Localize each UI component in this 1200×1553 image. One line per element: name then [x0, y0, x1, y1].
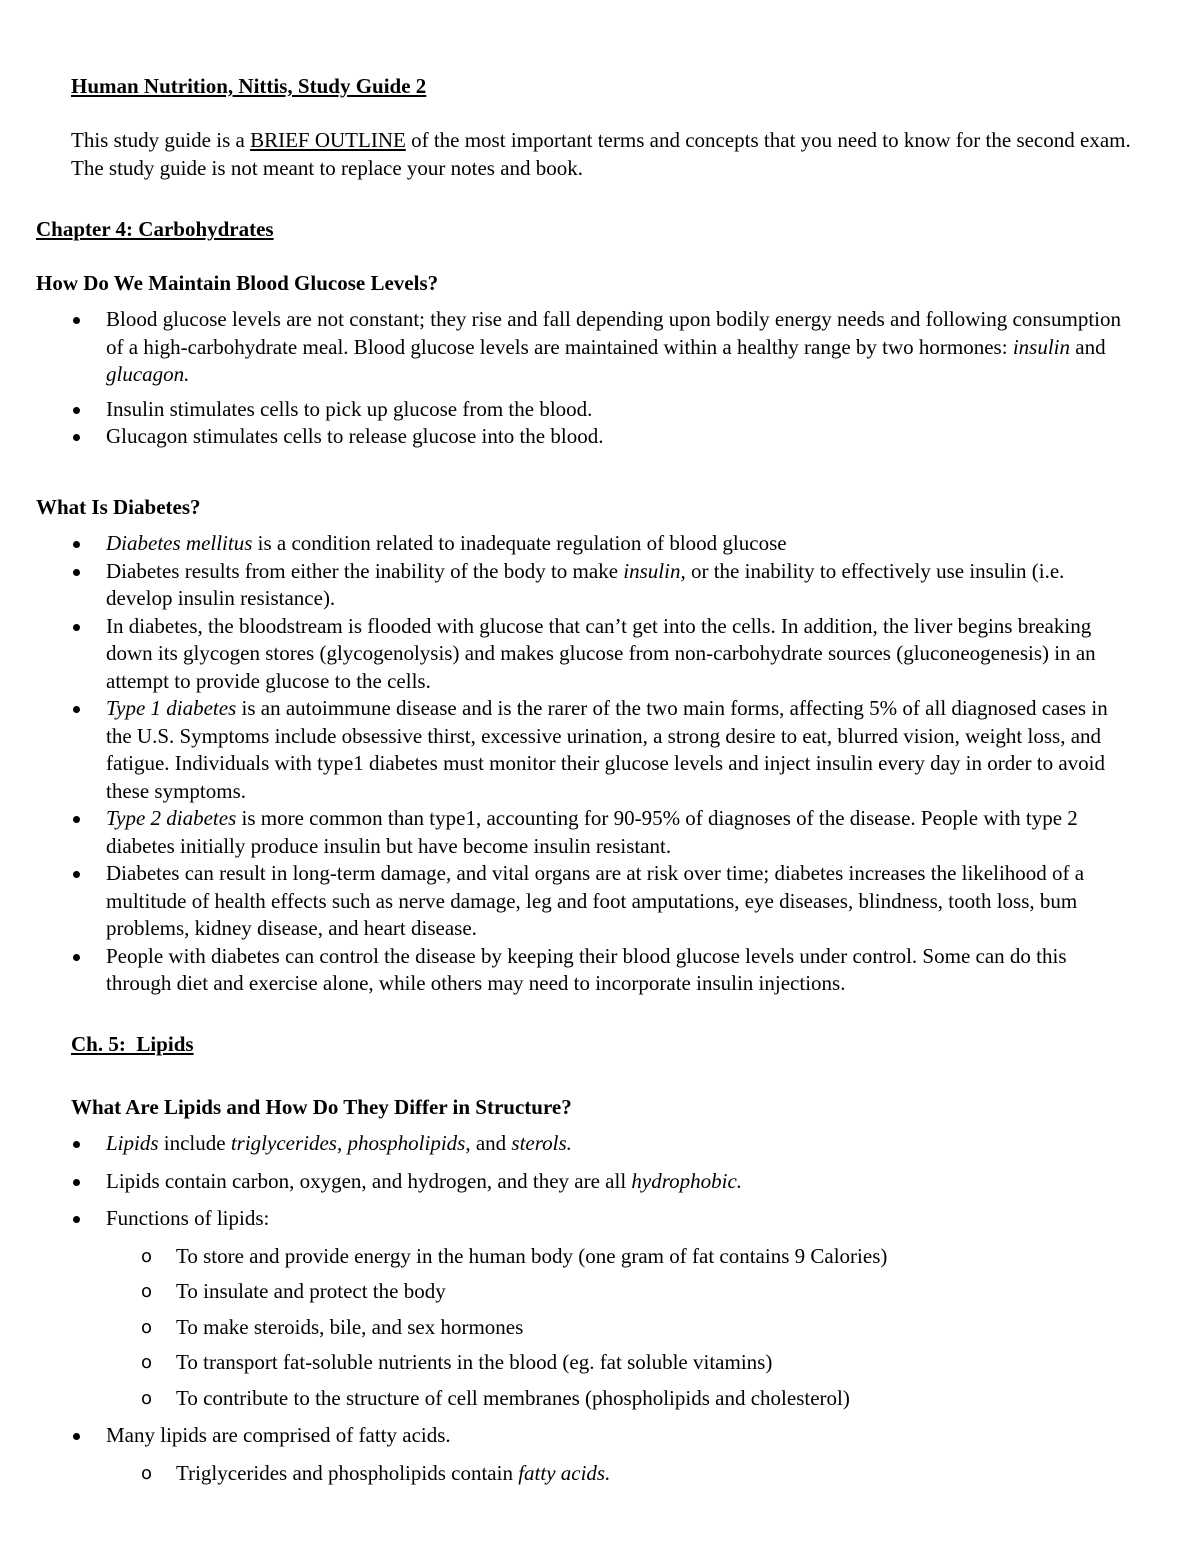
lipid-functions-list: [106, 1243, 1136, 1413]
sub-list-item: o To insulate and protect the body: [106, 1278, 1136, 1306]
lipids-structure-heading: What Are Lipids and How Do They Differ in Structure?: [71, 1095, 572, 1119]
list-item: Diabetes mellitus is a condition related to inadequate regulation of blood glucose: [36, 530, 1136, 558]
document-title: Human Nutrition, Nittis, Study Guide 2: [71, 74, 427, 98]
lipids-list: [36, 1130, 1136, 1497]
glucose-list: [36, 306, 1136, 451]
glucose-heading: How Do We Maintain Blood Glucose Levels?: [36, 271, 439, 295]
list-item: Diabetes results from either the inability of the body to make insulin, or the inability to effectively use insulin (i.e. develop insulin resistance).: [36, 558, 1136, 613]
list-item: Glucagon stimulates cells to release glucose into the blood.: [36, 423, 1136, 451]
list-item: Lipids contain carbon, oxygen, and hydrogen, and they are all hydrophobic.: [36, 1168, 1136, 1196]
intro-text-end: of the most important terms and concepts that you need to know for the second exam. The study guide is not meant to replace your notes and book.: [71, 128, 1131, 180]
intro-text: This study guide is a: [71, 128, 251, 152]
fatty-acids-sublist: [106, 1460, 1136, 1488]
list-item: Diabetes can result in long-term damage, and vital organs are at risk over time; diabetes increases the likelihood of a multitude of health effects such as nerve damage, leg and foot amputations, eye diseases, blindness, tooth loss, bum problems, kidney disease, and heart disease.: [36, 860, 1136, 943]
list-item: Lipids include triglycerides, phospholipids, and sterols.: [36, 1130, 1136, 1158]
list-item: Functions of lipids: o To store and provide energy in the human body (one gram of fat contains 9 Calories) o To insulate and protect the body o To make steroids, bile, and sex hormones o To transport fat-soluble nutrients in the blood (eg. fat soluble vitamins) o To contribute to the structure of cell membranes (phospholipids and cholesterol): [36, 1205, 1136, 1412]
diabetes-list: [36, 530, 1136, 998]
sub-list-item: o Triglycerides and phospholipids contain fatty acids.: [106, 1460, 1136, 1488]
sub-list-item: o To make steroids, bile, and sex hormones: [106, 1314, 1136, 1342]
sub-list-item: o To store and provide energy in the human body (one gram of fat contains 9 Calories): [106, 1243, 1136, 1271]
list-item: Type 1 diabetes is an autoimmune disease and is the rarer of the two main forms, affecting 5% of all diagnosed cases in the U.S. Symptoms include obsessive thirst, excessive urination, a strong desire to eat, blurred vision, weight loss, and fatigue. Individuals with type1 diabetes must monitor their glucose levels and inject insulin every day in order to avoid these symptoms.: [36, 695, 1136, 805]
intro-emphasis: BRIEF OUTLINE: [250, 128, 406, 152]
list-item: Blood glucose levels are not constant; they rise and fall depending upon bodily energy needs and following consumption of a high-carbohydrate meal. Blood glucose levels are maintained within a healthy range by two hormones: insulin and glucagon.: [36, 306, 1136, 389]
intro-paragraph: [71, 127, 1151, 182]
chapter-4-heading: Chapter 4: Carbohydrates: [36, 217, 274, 241]
diabetes-heading: What Is Diabetes?: [36, 495, 201, 519]
list-item: Type 2 diabetes is more common than type1, accounting for 90-95% of diagnoses of the disease. People with type 2 diabetes initially produce insulin but have become insulin resistant.: [36, 805, 1136, 860]
list-item: People with diabetes can control the disease by keeping their blood glucose levels under control. Some can do this through diet and exercise alone, while others may need to incorporate insulin injections.: [36, 943, 1136, 998]
sub-list-item: o To transport fat-soluble nutrients in the blood (eg. fat soluble vitamins): [106, 1349, 1136, 1377]
list-item: Insulin stimulates cells to pick up glucose from the blood.: [36, 396, 1136, 424]
list-item: Many lipids are comprised of fatty acids. o Triglycerides and phospholipids contain fatty acids.: [36, 1422, 1136, 1487]
list-item: In diabetes, the bloodstream is flooded with glucose that can’t get into the cells. In addition, the liver begins breaking down its glycogen stores (glycogenolysis) and makes glucose from non-carbohydrate sources (gluconeogenesis) in an attempt to provide glucose to the cells.: [36, 613, 1136, 696]
sub-list-item: o To contribute to the structure of cell membranes (phospholipids and cholesterol): [106, 1385, 1136, 1413]
chapter-5-heading: Ch. 5: Lipids: [71, 1032, 194, 1056]
